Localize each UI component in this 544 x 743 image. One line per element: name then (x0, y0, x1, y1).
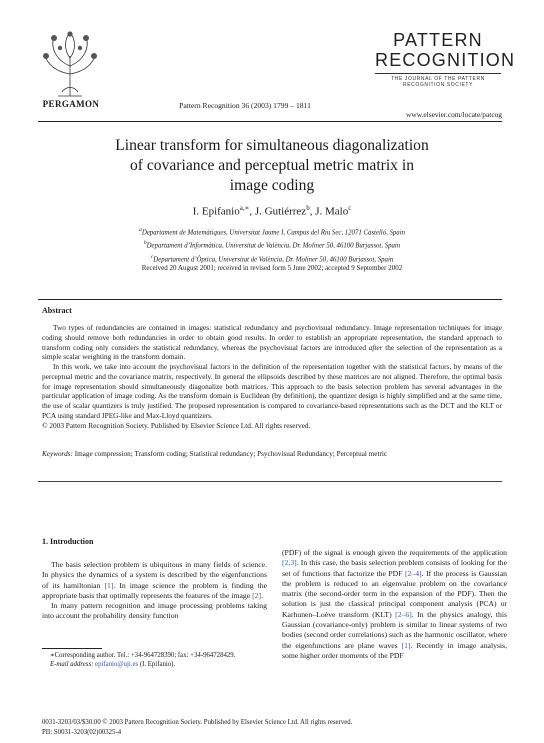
affiliation (60, 238, 484, 251)
abstract-divider (38, 299, 502, 300)
affiliation-text: Departament d’Informàtica, Universitat de València, Dr. Moliner 50, 46100 Burjassot, Spain (146, 242, 401, 250)
body-paragraph: In many pattern recognition and image processing problems taking into account the probability density function (42, 601, 267, 621)
text-run: (PDF) of the signal is enough given the requirements of the application (282, 548, 507, 557)
left-column (42, 560, 267, 622)
title-line-1: Linear transform for simultaneous diagonalization (115, 137, 429, 154)
abstract-heading: Abstract (42, 306, 72, 315)
citation-link[interactable]: [2–4] (405, 568, 422, 578)
email-suffix: (I. Epifanio). (138, 661, 176, 668)
body-divider (38, 481, 502, 482)
citation-link[interactable]: [2,3] (282, 558, 297, 568)
author-affiliation-mark: b (306, 204, 310, 212)
text-run: The basis selection problem is ubiquitous in many fields of science. In physics the dynamics of a system is described by the eigenfunctions of its hamiltonian (42, 560, 267, 590)
abstract-text (42, 323, 502, 430)
affiliation (60, 225, 484, 238)
text-run: . Recently in image analysis, some higher order moments of the PDF (282, 640, 507, 660)
affiliation (60, 252, 484, 265)
citation-link[interactable]: [1] (401, 640, 411, 650)
body-paragraph (42, 560, 267, 601)
keywords (42, 450, 502, 458)
publisher-name: PERGAMON (42, 99, 100, 109)
journal-url: www.elsevier.com/locate/patcog (406, 110, 502, 119)
copyright-notice: © 2003 Pattern Recognition Society. Published by Elsevier Science Ltd. All rights reserved. (42, 420, 311, 430)
affiliation-text: Departament d’Òptica, Universitat de València, Dr. Moliner 50, 46100 Burjassot, Spain (153, 255, 394, 263)
author-name: J. Malo (315, 205, 349, 218)
journal-citation: Pattern Recognition 36 (2003) 1799 – 1811 (179, 101, 311, 110)
affiliation-mark: c (150, 253, 154, 260)
issn-line: 0031-3203/03/$30.00 © 2003 Pattern Recognition Society. Published by Elsevier Science Ltd. All rights reserved. (42, 719, 353, 726)
citation-link[interactable]: [1] (104, 580, 114, 590)
title-line-3: image coding (229, 177, 315, 194)
text-run: Two types of redundancies are contained in images: statistical redundancy and psychovisual redundancy. Image representation techniques for image coding should remove both redundancies in order to obtain good results. In order to establish an appropriate representation, the standard approach to transform coding only considers the statistical redundancy, whereas the psychovisual factors are introduced (42, 323, 502, 352)
footnotes (42, 651, 267, 669)
journal-logo-subtitle: THE JOURNAL OF THE PATTERN RECOGNITION SOCIETY (375, 73, 501, 88)
footnote-divider (42, 648, 102, 649)
author-separator: , (309, 205, 316, 218)
author-separator: , (249, 205, 255, 218)
pii-line: PII: S0031-3203(02)00325-4 (42, 728, 122, 736)
affiliations (60, 225, 484, 265)
abstract-paragraph: In this work, we take into account the psychovisual factors in the definition of the representation together with the statistical factors, by means of the perceptual metric and the covariance matrix, respectively. In general the ellipsoids described by these matrices are not aligned. Therefore, the optimal basis for image representation should simultaneously diagonalize both matrices. This approach to the basis selection problem has several advantages in the particular application of image coding. As the transform domain is Euclidean (by definition), the quantizer design is highly simplified and at the same time, the use of scalar quantizers is truly justified. The proposed representation is compared to covariance-based representations such as the DCT and the KLT or PCA using standard JPEG-like and Max-Lloyd quantizers. (42, 362, 502, 420)
author-name: I. Epifanio (192, 205, 240, 218)
keywords-list: Image compression; Transform coding; Statistical redundancy; Psychovisual Redundancy; Perceptual metric (72, 450, 388, 458)
publisher-logo-image (38, 26, 102, 102)
author-affiliation-mark: a,∗ (239, 204, 250, 212)
header-divider (38, 121, 502, 122)
text-run: . (261, 590, 263, 600)
corresponding-author-note: ∗Corresponding author. Tel.: +34-964728390; fax: +34-964728429. (50, 652, 236, 659)
email-link[interactable]: epifanio@uji.es (93, 661, 139, 668)
journal-logo (375, 30, 516, 88)
received-dates: Received 20 August 2001; received in revised form 5 June 2002; accepted 9 September 2002 (141, 264, 403, 272)
title-line-2: of covariance and perceptual metric matrix in (129, 157, 414, 174)
abstract-paragraph (42, 323, 502, 362)
emphasis: after (368, 342, 383, 352)
keywords-label: Keywords: (42, 450, 73, 458)
citation-link[interactable]: [2–6] (395, 609, 412, 619)
journal-logo-line1: PATTERN (393, 30, 483, 50)
section-heading: 1. Introduction (42, 537, 94, 546)
author-list (60, 204, 484, 218)
text-run: . In image science the problem is finding the appropriate basis that optimally represents the features of the image (42, 580, 267, 600)
body-paragraph (282, 548, 507, 661)
journal-logo-line2: RECOGNITION (375, 50, 516, 70)
affiliation-mark: b (143, 240, 147, 247)
affiliation-mark: a (139, 227, 142, 233)
text-run: the selection of the representation as a simple scalar weighting in the transform domain. (42, 342, 502, 362)
affiliation-text: Departament de Matemàtiques, Universitat Jaume I, Campus del Riu Sec, 12071 Castelló, Spain (141, 229, 405, 237)
author-affiliation-mark: c (348, 204, 352, 212)
paper-title (60, 136, 484, 196)
text-run: . In the physics analogy, this Gaussian (covariance-only) problem is similar to linear systems of two bodies (second order correlations) such as the harmonic oscillator, where the eigenfunctions are plane waves (282, 609, 507, 650)
text-run: . In this case, the basis selection problem consists of looking for the set of functions that factorize the PDF (282, 558, 507, 578)
citation-link[interactable]: [2] (252, 590, 262, 600)
email-note (42, 660, 267, 669)
text-run: . If the process is Gaussian the problem is reduced to an eigenvalue problem on the covariance matrix (the second-order term in the expansion of the PDF). Then the solution is just the classical principal component analysis (PCA) or Karhunen–Loève transform (KLT) (282, 568, 507, 619)
right-column (282, 548, 507, 661)
email-label: E-mail address: (50, 661, 94, 668)
author-name: J. Gutiérrez (254, 205, 307, 218)
page-footer (42, 718, 502, 737)
